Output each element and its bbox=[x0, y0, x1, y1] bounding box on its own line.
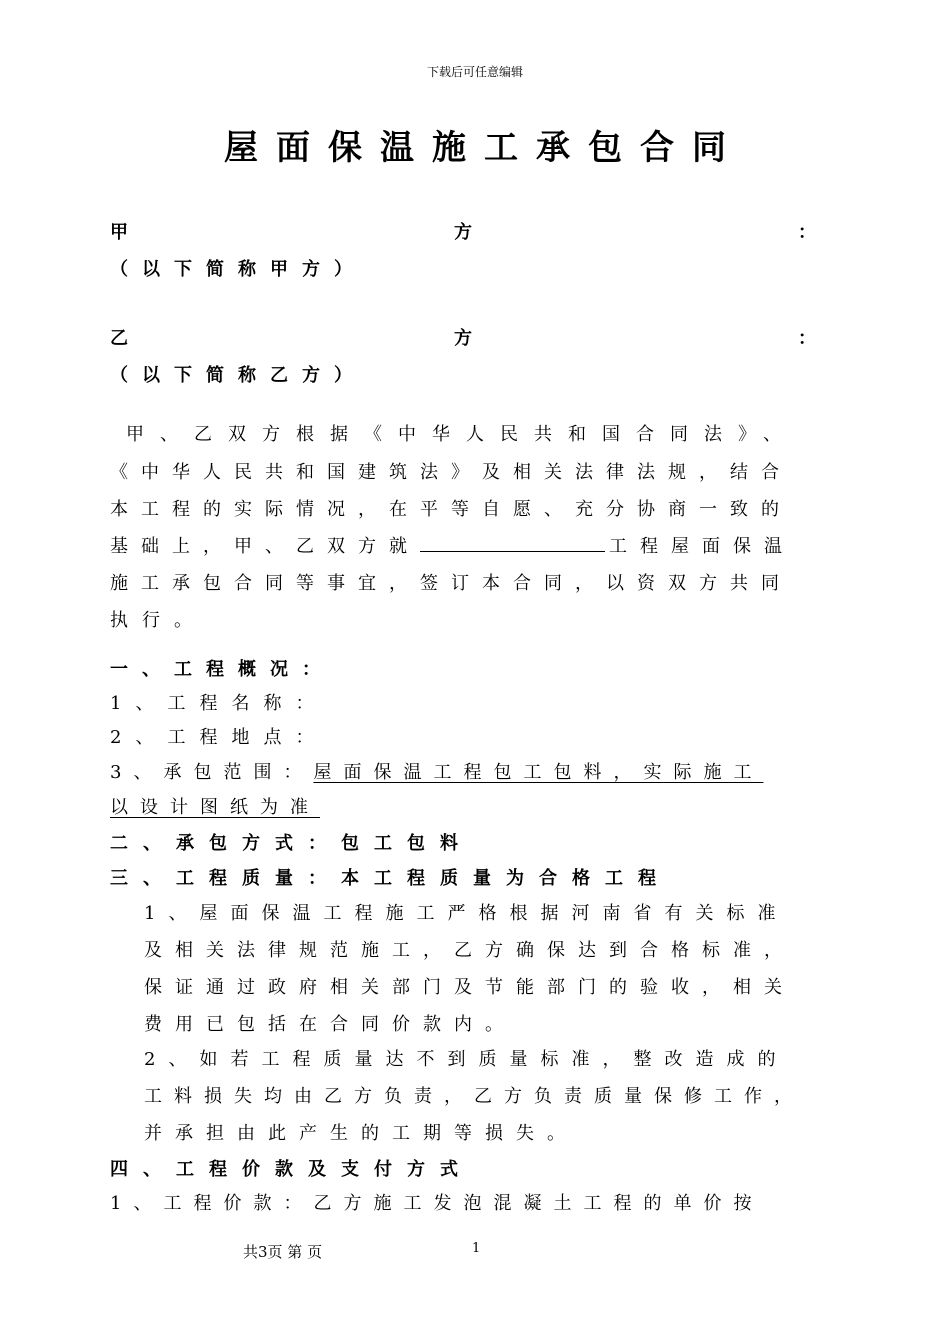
party-a-label: 甲 bbox=[110, 222, 128, 243]
intro-line-4 bbox=[110, 532, 795, 558]
intro-line-2: 《中华人民共和国建筑法》及相关法律法规，结合 bbox=[110, 462, 792, 483]
section-1-item-3 bbox=[110, 758, 763, 784]
section-1-item-3-value-b: 以设计图纸为准 bbox=[110, 797, 320, 818]
intro-line-5: 施工承包合同等事宜，签订本合同，以资双方共同 bbox=[110, 573, 792, 594]
footer-page-count: 共3页 第 页 bbox=[243, 1243, 323, 1261]
party-a-alias: （以下简称甲方） bbox=[110, 259, 366, 280]
intro-line-4-post: 工程屋面保温 bbox=[609, 536, 795, 557]
party-b-mid: 方 bbox=[454, 328, 472, 349]
intro-line-4-pre: 基础上，甲、乙双方就 bbox=[110, 536, 420, 557]
footer-page-number: 1 bbox=[472, 1241, 481, 1256]
intro-line-3: 本工程的实际情况，在平等自愿、充分协商一致的 bbox=[110, 499, 792, 520]
section-4-heading: 四、工程价款及支付方式 bbox=[110, 1159, 473, 1180]
section-3-para-2-line-1: 2、如若工程质量达不到质量标准，整改造成的 bbox=[144, 1049, 789, 1070]
section-3-para-2-line-2: 工料损失均由乙方负责，乙方负责质量保修工作， bbox=[144, 1086, 804, 1107]
party-a-colon: ： bbox=[798, 222, 816, 243]
section-4-item-1: 1、工程价款：乙方施工发泡混凝土工程的单价按 bbox=[110, 1193, 764, 1214]
section-2-heading: 二、承包方式：包工包料 bbox=[110, 833, 473, 854]
section-1-item-2: 2、工程地点： bbox=[110, 727, 328, 748]
section-3-heading: 三、工程质量：本工程质量为合格工程 bbox=[110, 868, 671, 889]
section-3-para-1-line-1: 1、屋面保温工程施工严格根据河南省有关标准 bbox=[144, 903, 789, 924]
section-3-para-1-line-3: 保证通过政府相关部门及节能部门的验收，相关 bbox=[144, 977, 795, 998]
project-name-blank bbox=[420, 533, 605, 552]
section-1-item-1: 1、工程名称： bbox=[110, 693, 328, 714]
section-1-item-3-value-a: 屋面保温工程包工包料，实际施工 bbox=[313, 762, 764, 783]
header-note: 下载后可任意编辑 bbox=[426, 65, 523, 79]
section-3-para-1-line-4: 费用已包括在合同价款内。 bbox=[144, 1014, 516, 1035]
intro-line-1: 甲、乙双方根据《中华人民共和国合同法》、 bbox=[126, 424, 797, 445]
section-3-para-2-line-3: 并承担由此产生的工期等损失。 bbox=[144, 1123, 578, 1144]
party-b-alias: （以下简称乙方） bbox=[110, 365, 366, 386]
document-title: 屋面保温施工承包合同 bbox=[224, 128, 744, 168]
party-a-mid: 方 bbox=[454, 222, 472, 243]
party-b-colon: ： bbox=[798, 328, 816, 349]
section-1-heading: 一、工程概况： bbox=[110, 659, 334, 680]
intro-line-6: 执行。 bbox=[110, 610, 206, 631]
section-3-para-1-line-2: 及相关法律规范施工，乙方确保达到合格标准， bbox=[144, 940, 795, 961]
section-1-item-3-label: 3、承包范围： bbox=[110, 762, 314, 783]
party-b-label: 乙 bbox=[110, 328, 128, 349]
